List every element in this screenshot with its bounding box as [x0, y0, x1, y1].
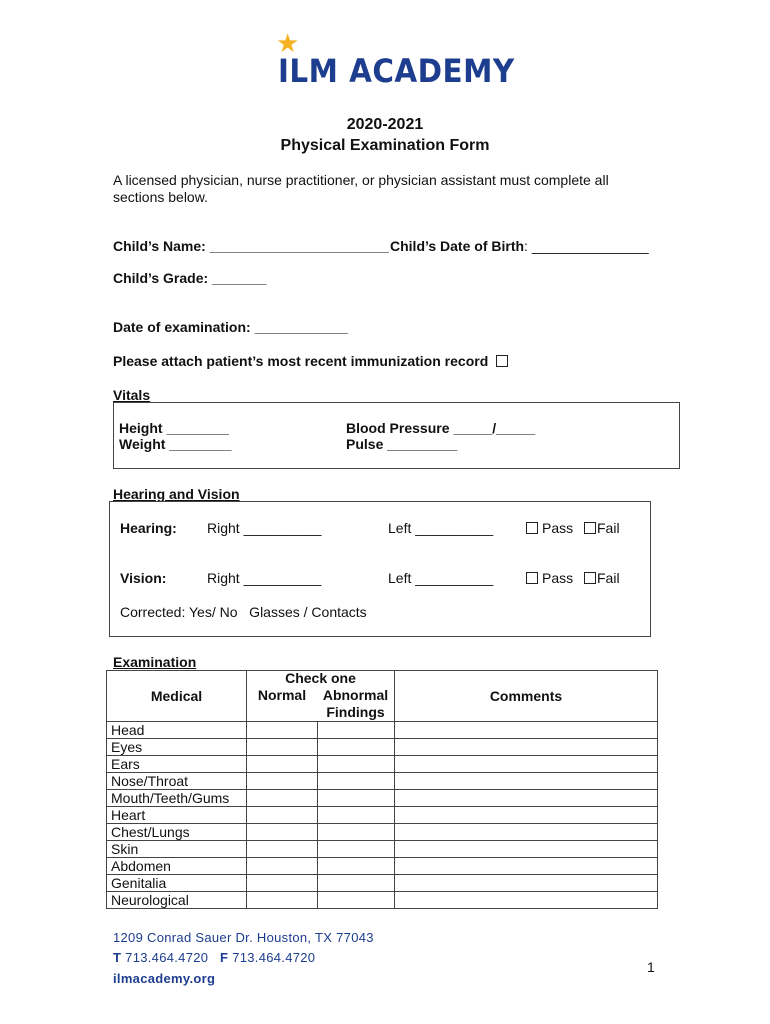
- form-title: Physical Examination Form: [280, 137, 490, 154]
- hearing-left-field[interactable]: Left __________: [388, 520, 494, 536]
- table-row: [107, 892, 658, 909]
- normal-cell[interactable]: [247, 824, 318, 841]
- corrected-line[interactable]: Corrected: Yes/ No Glasses / Contacts: [120, 604, 367, 620]
- child-dob-label: Child’s Date of Birth: [390, 238, 525, 254]
- abnormal-cell[interactable]: [317, 824, 395, 841]
- immunization-row: [113, 353, 512, 369]
- abnormal-cell[interactable]: [317, 739, 395, 756]
- medical-header: Medical: [107, 671, 247, 722]
- child-grade-field[interactable]: Child’s Grade: _______: [113, 270, 267, 286]
- hearing-vision-heading: Hearing and Vision: [113, 486, 240, 502]
- abnormal-cell[interactable]: [317, 773, 395, 790]
- footer-website[interactable]: ilmacademy.org: [113, 971, 216, 986]
- immunization-checkbox[interactable]: [496, 355, 508, 367]
- hearing-fail-label: Fail: [597, 520, 620, 536]
- examination-table: [106, 670, 658, 909]
- comments-cell[interactable]: [395, 841, 658, 858]
- abnormal-cell[interactable]: [317, 841, 395, 858]
- vision-fail-checkbox[interactable]: [584, 572, 596, 584]
- table-row: [107, 875, 658, 892]
- phone-number: 713.464.4720: [125, 950, 209, 965]
- comments-header: Comments: [395, 671, 658, 722]
- abnormal-cell[interactable]: [317, 892, 395, 909]
- examination-heading: Examination: [113, 654, 197, 670]
- abnormal-findings-header: [317, 687, 395, 722]
- vision-pass-checkbox[interactable]: [526, 572, 538, 584]
- phone-label: T: [113, 950, 122, 965]
- normal-cell[interactable]: [247, 773, 318, 790]
- logo-text: ILM ACADEMY: [278, 52, 515, 90]
- abnormal-cell[interactable]: [317, 722, 395, 739]
- hearing-label: Hearing:: [120, 520, 177, 536]
- normal-cell[interactable]: [247, 875, 318, 892]
- table-row: [107, 756, 658, 773]
- vision-pass-option[interactable]: [526, 570, 573, 586]
- normal-cell[interactable]: [247, 756, 318, 773]
- vitals-heading: Vitals: [113, 387, 151, 403]
- exam-item-label: Head: [107, 722, 247, 739]
- child-name-field[interactable]: Child’s Name: _______________________: [113, 238, 389, 254]
- comments-cell[interactable]: [395, 756, 658, 773]
- exam-item-label: Nose/Throat: [107, 773, 247, 790]
- abnormal-cell[interactable]: [317, 858, 395, 875]
- vision-right-field[interactable]: Right __________: [207, 570, 322, 586]
- exam-item-label: Genitalia: [107, 875, 247, 892]
- hearing-right-field[interactable]: Right __________: [207, 520, 322, 536]
- normal-cell[interactable]: [247, 892, 318, 909]
- abnormal-cell[interactable]: [317, 875, 395, 892]
- table-row: [107, 739, 658, 756]
- comments-cell[interactable]: [395, 773, 658, 790]
- exam-item-label: Heart: [107, 807, 247, 824]
- height-field[interactable]: Height ________: [119, 420, 229, 436]
- vision-pass-label: Pass: [542, 570, 574, 586]
- comments-cell[interactable]: [395, 824, 658, 841]
- form-year: 2020-2021: [346, 116, 424, 133]
- footer-address: 1209 Conrad Sauer Dr. Houston, TX 77043: [113, 930, 374, 945]
- fax-label: F: [220, 950, 229, 965]
- comments-cell[interactable]: [395, 807, 658, 824]
- hearing-pass-option[interactable]: [526, 520, 573, 536]
- vision-fail-option[interactable]: [584, 570, 620, 586]
- normal-cell[interactable]: [247, 841, 318, 858]
- findings-header: Findings: [326, 704, 385, 720]
- table-row: [107, 858, 658, 875]
- normal-cell[interactable]: [247, 790, 318, 807]
- exam-item-label: Eyes: [107, 739, 247, 756]
- normal-cell[interactable]: [247, 807, 318, 824]
- exam-item-label: Abdomen: [107, 858, 247, 875]
- abnormal-cell[interactable]: [317, 756, 395, 773]
- vision-fail-label: Fail: [597, 570, 620, 586]
- comments-cell[interactable]: [395, 739, 658, 756]
- child-dob-blank: : _______________: [524, 238, 649, 254]
- hearing-pass-label: Pass: [542, 520, 574, 536]
- pulse-field[interactable]: Pulse _________: [346, 436, 458, 452]
- exam-item-label: Mouth/Teeth/Gums: [107, 790, 247, 807]
- normal-cell[interactable]: [247, 739, 318, 756]
- comments-cell[interactable]: [395, 892, 658, 909]
- check-one-header: Check one: [247, 671, 395, 688]
- table-row: [107, 722, 658, 739]
- comments-cell[interactable]: [395, 858, 658, 875]
- exam-date-field[interactable]: Date of examination: ____________: [113, 319, 349, 335]
- abnormal-cell[interactable]: [317, 790, 395, 807]
- hearing-pass-checkbox[interactable]: [526, 522, 538, 534]
- page-number: 1: [647, 959, 655, 975]
- table-row: [107, 824, 658, 841]
- weight-field[interactable]: Weight ________: [119, 436, 232, 452]
- normal-cell[interactable]: [247, 858, 318, 875]
- intro-line-2: sections below.: [113, 189, 208, 205]
- exam-item-label: Chest/Lungs: [107, 824, 247, 841]
- table-row: [107, 773, 658, 790]
- blood-pressure-field[interactable]: Blood Pressure _____/_____: [346, 420, 536, 436]
- abnormal-cell[interactable]: [317, 807, 395, 824]
- comments-cell[interactable]: [395, 722, 658, 739]
- exam-item-label: Skin: [107, 841, 247, 858]
- table-row: [107, 841, 658, 858]
- exam-item-label: Ears: [107, 756, 247, 773]
- vision-label: Vision:: [120, 570, 167, 586]
- table-row: [107, 790, 658, 807]
- normal-cell[interactable]: [247, 722, 318, 739]
- exam-header-row: [107, 671, 658, 688]
- vision-left-field[interactable]: Left __________: [388, 570, 494, 586]
- fax-number: 713.464.4720: [232, 950, 316, 965]
- footer-contact: [113, 950, 315, 965]
- exam-item-label: Neurological: [107, 892, 247, 909]
- intro-line-1: A licensed physician, nurse practitioner, or physician assistant must complete all: [113, 172, 609, 188]
- hearing-fail-option[interactable]: [584, 520, 620, 536]
- comments-cell[interactable]: [395, 790, 658, 807]
- child-dob-field[interactable]: [390, 238, 649, 254]
- star-icon: ★: [276, 28, 300, 58]
- academy-logo: [276, 28, 515, 90]
- hearing-fail-checkbox[interactable]: [584, 522, 596, 534]
- abnormal-header: Abnormal: [322, 687, 389, 703]
- table-row: [107, 807, 658, 824]
- immunization-label: Please attach patient’s most recent immunization record: [113, 353, 489, 369]
- normal-header: Normal: [247, 687, 318, 722]
- comments-cell[interactable]: [395, 875, 658, 892]
